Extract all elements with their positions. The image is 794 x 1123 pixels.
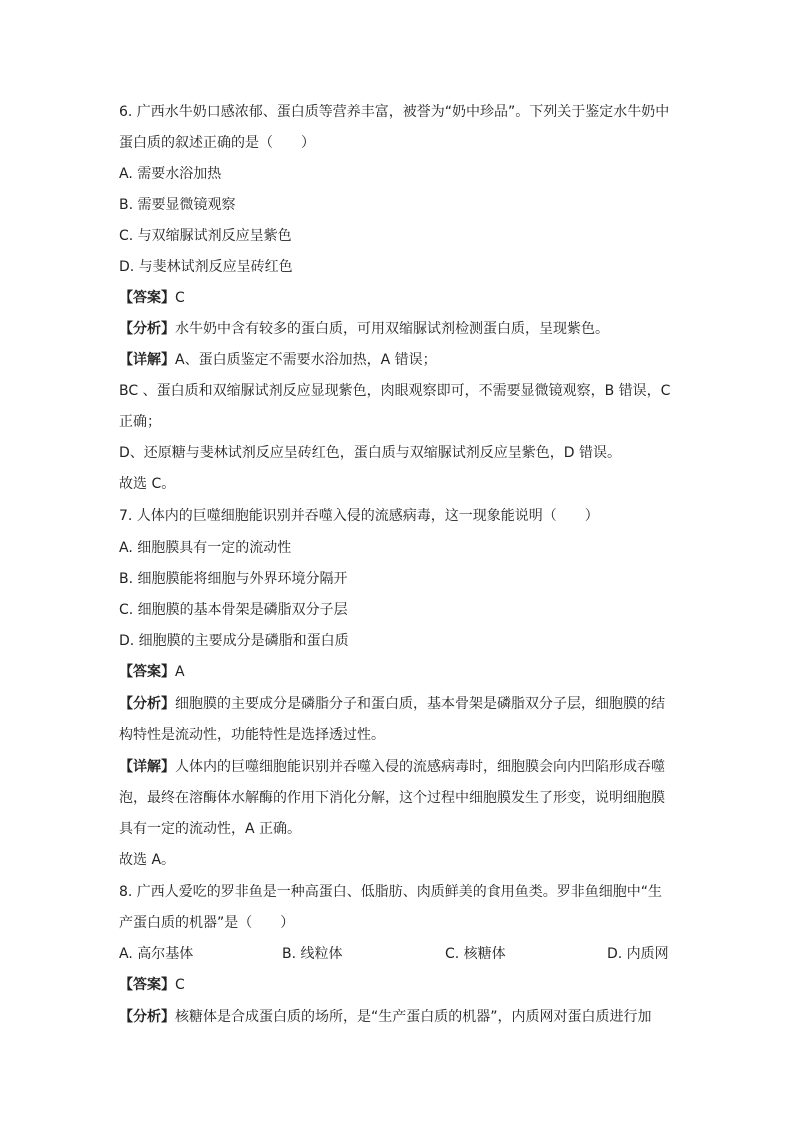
question-8-stem-line-1: 8. 广西人爱吃的罗非鱼是一种高蛋白、低脂肪、肉质鲜美的食用鱼类。罗非鱼细胞中“生 bbox=[119, 884, 663, 900]
question-7-option-a: A. 细胞膜具有一定的流动性 bbox=[119, 540, 292, 556]
question-8-analysis-line-1 bbox=[119, 1007, 679, 1027]
detail-tag: 【详解】 bbox=[119, 759, 175, 775]
question-6-stem-line-1: 6. 广西水牛奶口感浓郁、蛋白质等营养丰富，被誉为“奶中珍品”。下列关于鉴定水牛奶中 bbox=[119, 104, 670, 120]
detail-tag: 【详解】 bbox=[119, 352, 175, 368]
answer-tag: 【答案】 bbox=[119, 977, 175, 993]
question-6-option-d: D. 与斐林试剂反应呈砖红色 bbox=[119, 259, 293, 275]
analysis-text: 细胞膜的主要成分是磷脂分子和蛋白质，基本骨架是磷脂双分子层，细胞膜的结 bbox=[175, 696, 665, 712]
question-7-stem: 7. 人体内的巨噬细胞能识别并吞噬入侵的流感病毒，这一现象能说明（ ） bbox=[119, 508, 599, 524]
question-7-conclusion: 故选 A。 bbox=[119, 852, 176, 868]
question-7-detail-line-3: 具有一定的流动性，A 正确。 bbox=[119, 821, 302, 837]
question-6-analysis bbox=[119, 319, 679, 339]
detail-text: A、蛋白质鉴定不需要水浴加热，A 错误； bbox=[175, 352, 437, 368]
analysis-text: 核糖体是合成蛋白质的场所，是“生产蛋白质的机器”，内质网对蛋白质进行加 bbox=[175, 1009, 652, 1025]
question-8-option-b: B. 线粒体 bbox=[282, 946, 343, 962]
question-6-option-b: B. 需要显微镜观察 bbox=[119, 197, 236, 213]
question-7-detail-line-1 bbox=[119, 757, 679, 777]
analysis-tag: 【分析】 bbox=[119, 1009, 175, 1025]
question-8-option-a: A. 高尔基体 bbox=[119, 946, 194, 962]
answer-value: C bbox=[175, 977, 185, 993]
question-7-analysis-line-1 bbox=[119, 694, 679, 714]
question-7-analysis-line-2: 构特性是流动性，功能特性是选择透过性。 bbox=[119, 727, 385, 743]
detail-text: 人体内的巨噬细胞能识别并吞噬入侵的流感病毒时，细胞膜会向内凹陷形成吞噬 bbox=[175, 759, 665, 775]
question-7-option-c: C. 细胞膜的基本骨架是磷脂双分子层 bbox=[119, 602, 348, 618]
answer-tag: 【答案】 bbox=[119, 664, 175, 680]
question-8-option-c: C. 核糖体 bbox=[445, 946, 506, 962]
question-8-option-d: D. 内质网 bbox=[607, 946, 669, 962]
question-6-stem-line-2: 蛋白质的叙述正确的是（ ） bbox=[119, 135, 315, 151]
question-6-detail-line-1 bbox=[119, 350, 679, 370]
question-6-detail-line-3: 正确； bbox=[119, 414, 161, 430]
question-6-answer bbox=[119, 288, 679, 308]
question-8-answer bbox=[119, 975, 679, 995]
answer-value: A bbox=[175, 664, 185, 680]
answer-tag: 【答案】 bbox=[119, 290, 175, 306]
analysis-tag: 【分析】 bbox=[119, 321, 175, 337]
answer-value: C bbox=[175, 290, 185, 306]
question-6-conclusion: 故选 C。 bbox=[119, 476, 176, 492]
question-7-detail-line-2: 泡，最终在溶酶体水解酶的作用下消化分解，这个过程中细胞膜发生了形变，说明细胞膜 bbox=[119, 790, 665, 806]
question-6-option-c: C. 与双缩脲试剂反应呈紫色 bbox=[119, 228, 292, 244]
question-6-option-a: A. 需要水浴加热 bbox=[119, 166, 222, 182]
question-6-detail-line-4: D、还原糖与斐林试剂反应呈砖红色，蛋白质与双缩脲试剂反应呈紫色，D 错误。 bbox=[119, 445, 622, 461]
question-8-stem-line-2: 产蛋白质的机器”是（ ） bbox=[119, 915, 295, 931]
analysis-tag: 【分析】 bbox=[119, 696, 175, 712]
question-7-option-b: B. 细胞膜能将细胞与外界环境分隔开 bbox=[119, 571, 348, 587]
question-6-detail-line-2: BC 、蛋白质和双缩脲试剂反应显现紫色，肉眼观察即可，不需要显微镜观察，B 错误，C bbox=[119, 383, 671, 399]
question-7-answer bbox=[119, 662, 679, 682]
analysis-text: 水牛奶中含有较多的蛋白质，可用双缩脲试剂检测蛋白质，呈现紫色。 bbox=[175, 321, 609, 337]
question-7-option-d: D. 细胞膜的主要成分是磷脂和蛋白质 bbox=[119, 633, 349, 649]
